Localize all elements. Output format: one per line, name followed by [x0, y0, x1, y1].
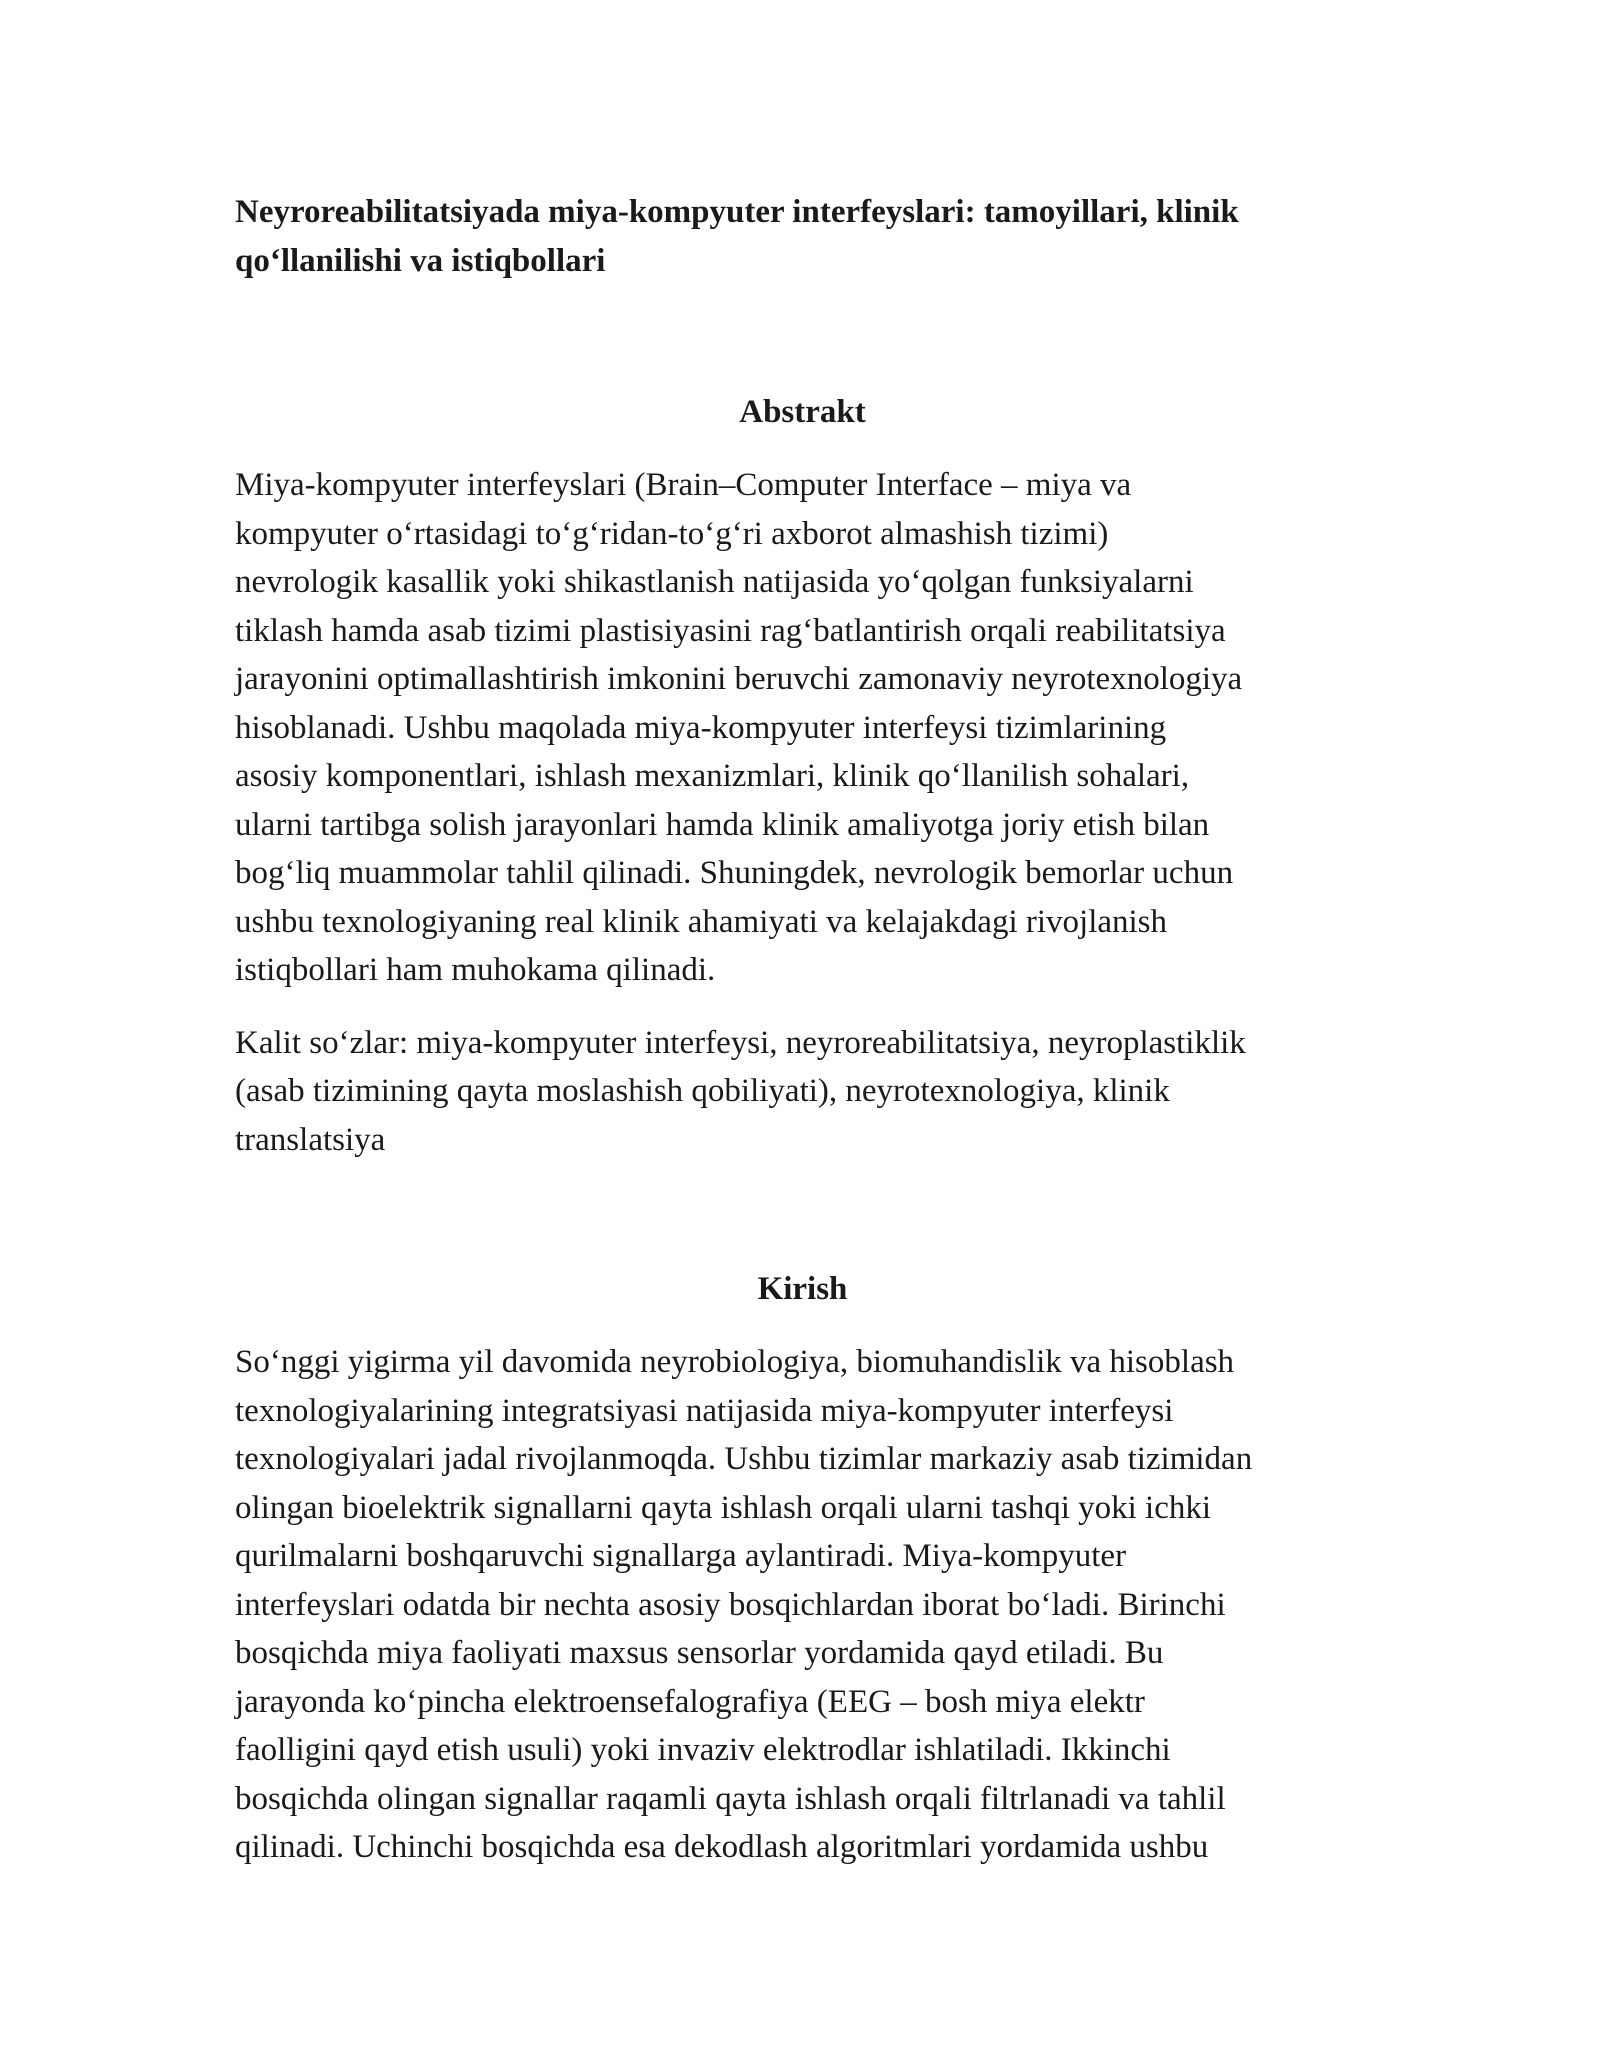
- introduction-paragraph: [235, 1338, 1370, 1872]
- abstract-line: ularni tartibga solish jarayonlari hamda klinik amaliyotga joriy etish bilan: [235, 806, 1210, 843]
- introduction-line: bosqichda miya faoliyati maxsus sensorlar yordamida qayd etiladi. Bu: [235, 1635, 1164, 1671]
- abstract-line: istiqbollari ham muhokama qilinadi.: [235, 952, 716, 988]
- introduction-line: interfeyslari odatda bir nechta asosiy bosqichlardan iborat boʻladi. Birinchi: [235, 1586, 1226, 1623]
- abstract-heading: Abstrakt: [739, 394, 866, 430]
- abstract-line: nevrologik kasallik yoki shikastlanish natijasida yoʻqolgan funksiyalarni: [235, 564, 1194, 600]
- keywords-line: Kalit soʻzlar: miya-kompyuter interfeysi, neyroreabilitatsiya, neyroplastiklik: [235, 1024, 1246, 1061]
- keywords-line: (asab tizimining qayta moslashish qobiliyati), neyrotexnologiya, klinik: [235, 1073, 1170, 1109]
- introduction-line: qilinadi. Uchinchi bosqichda esa dekodlash algoritmlari yordamida ushbu: [235, 1829, 1209, 1865]
- abstract-line: tiklash hamda asab tizimi plastisiyasini ragʻbatlantirish orqali reabilitatsiya: [235, 612, 1226, 649]
- abstract-line: jarayonini optimallashtirish imkonini beruvchi zamonaviy neyrotexnologiya: [235, 661, 1243, 697]
- abstract-line: hisoblanadi. Ushbu maqolada miya-kompyuter interfeysi tizimlarining: [235, 709, 1167, 746]
- title-line: Neyroreabilitatsiyada miya-kompyuter interfeyslari: tamoyillari, klinik: [235, 194, 1239, 230]
- introduction-line: olingan bioelektrik signallarni qayta ishlash orqali ularni tashqi yoki ichki: [235, 1489, 1212, 1526]
- introduction-line: texnologiyalarining integratsiyasi natijasida miya-kompyuter interfeysi: [235, 1392, 1174, 1429]
- abstract-line: asosiy komponentlari, ishlash mexanizmlari, klinik qoʻllanilish sohalari,: [235, 758, 1190, 794]
- keywords-line: translatsiya: [235, 1121, 386, 1158]
- abstract-line: ushbu texnologiyaning real klinik ahamiyati va kelajakdagi rivojlanish: [235, 903, 1168, 940]
- abstract-line: kompyuter oʻrtasidagi toʻgʻridan-toʻgʻri axborot almashish tizimi): [235, 515, 1109, 552]
- abstract-line: bogʻliq muammolar tahlil qilinadi. Shuningdek, nevrologik bemorlar uchun: [235, 855, 1234, 891]
- introduction-line: faolligini qayd etish usuli) yoki invaziv elektrodlar ishlatiladi. Ikkinchi: [235, 1732, 1171, 1768]
- introduction-line: jarayonda koʻpincha elektroensefalografiya (EEG – bosh miya elektr: [235, 1683, 1145, 1720]
- abstract-paragraph: [235, 461, 1370, 995]
- introduction-heading: Kirish: [757, 1271, 848, 1307]
- document-page: [235, 188, 1370, 1872]
- introduction-line: qurilmalarni boshqaruvchi signallarga aylantiradi. Miya-kompyuter: [235, 1538, 1127, 1574]
- introduction-line: texnologiyalari jadal rivojlanmoqda. Ushbu tizimlar markaziy asab tizimidan: [235, 1441, 1253, 1477]
- abstract-line: Miya-kompyuter interfeyslari (Brain–Computer Interface – miya va: [235, 467, 1132, 503]
- introduction-line: bosqichda olingan signallar raqamli qayta ishlash orqali filtrlanadi va tahlil: [235, 1780, 1226, 1817]
- title-line: qoʻllanilishi va istiqbollari: [235, 243, 606, 279]
- keywords-paragraph: [235, 1019, 1370, 1165]
- introduction-line: Soʻnggi yigirma yil davomida neyrobiologiya, biomuhandislik va hisoblash: [235, 1344, 1235, 1380]
- paper-title: [235, 188, 1370, 286]
